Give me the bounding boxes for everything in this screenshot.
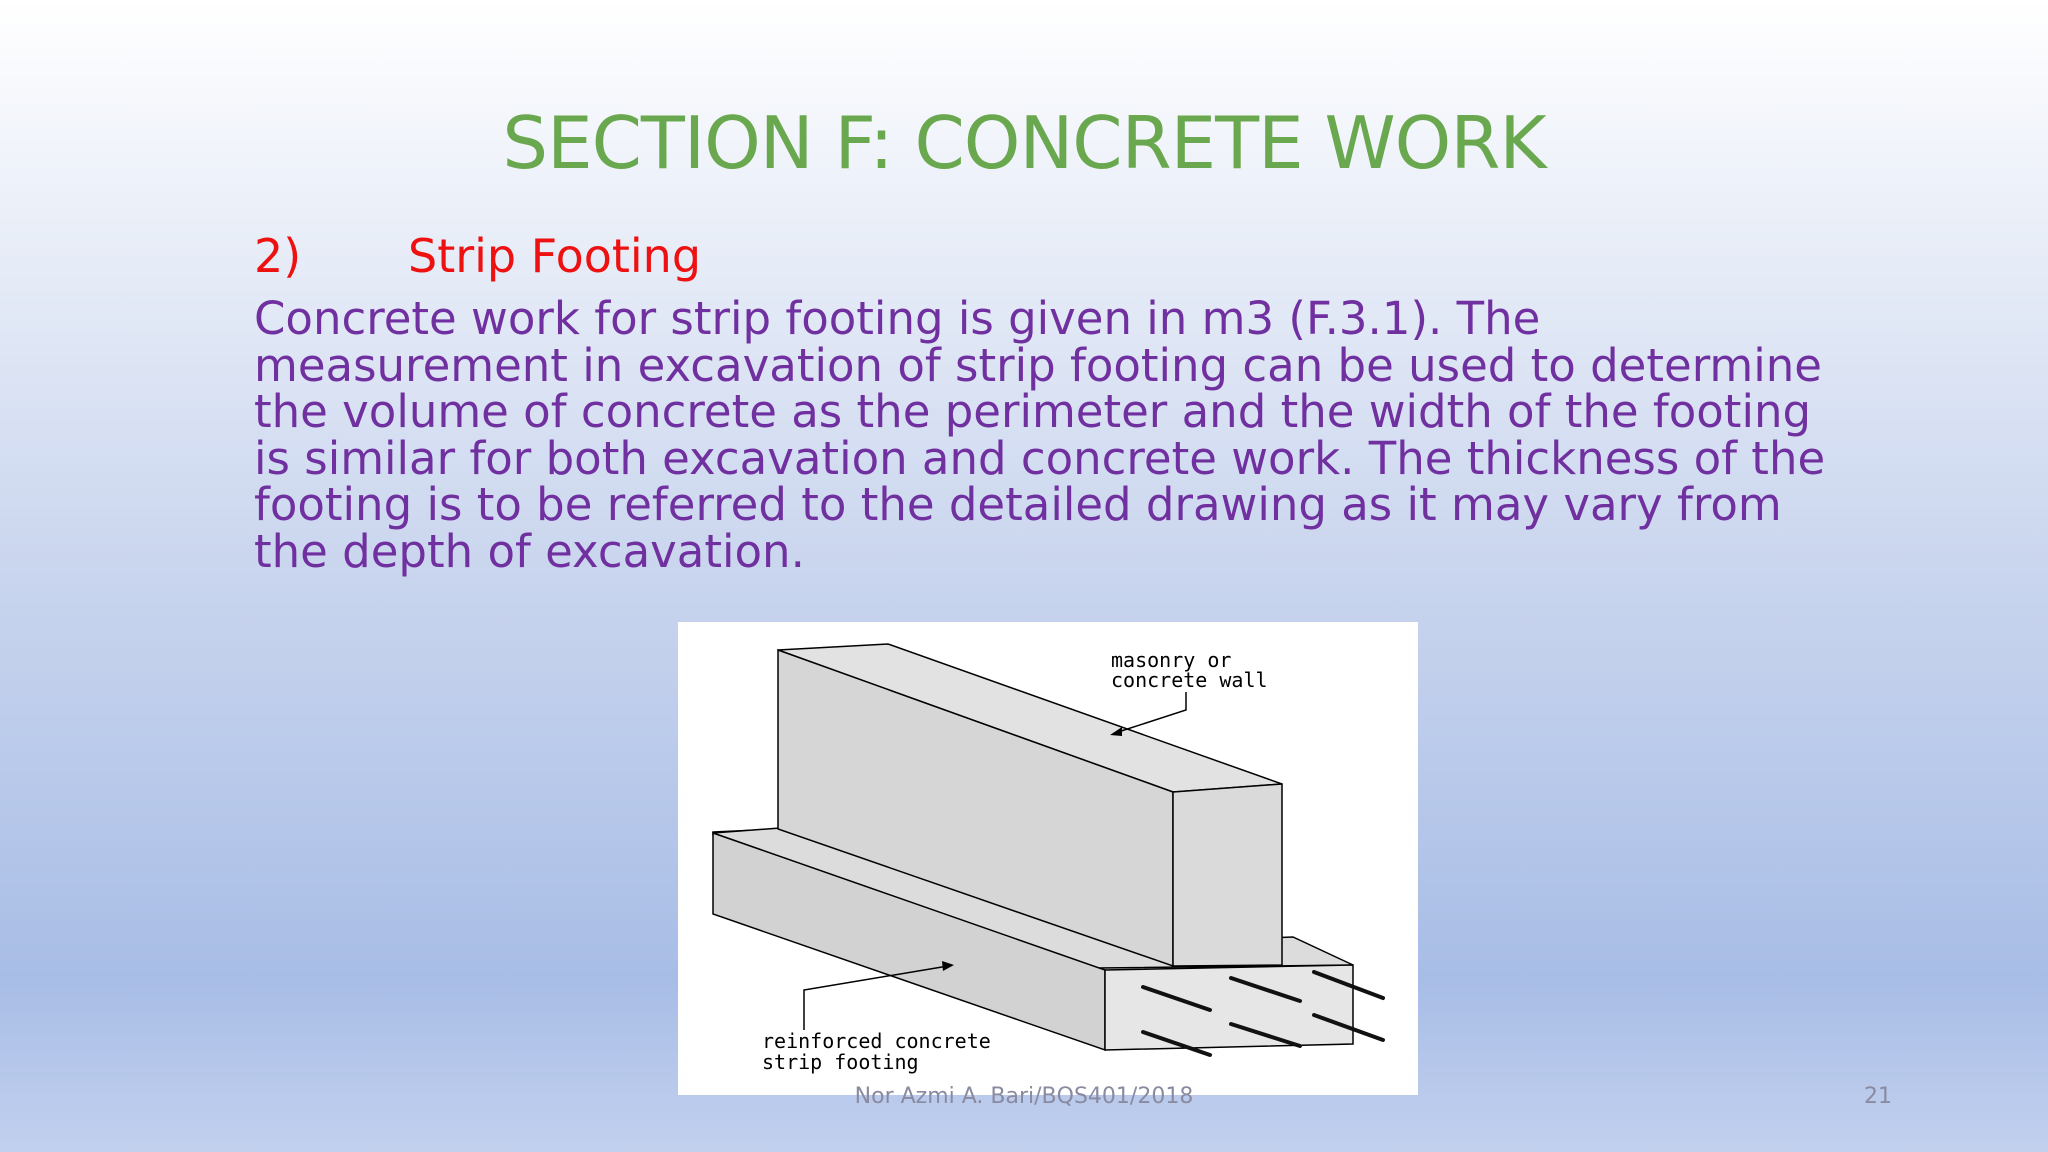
footing-label-line1: reinforced concrete [762,1029,991,1053]
wall-label-line2: concrete wall [1111,668,1268,692]
body-line: is similar for both excavation and concrete work. The thickness of the [254,431,1826,485]
strip-footing-diagram [678,622,1418,1095]
heading-text: Strip Footing [408,229,702,283]
wall-leader-line [1115,692,1186,733]
page-number: 21 [1864,1084,1892,1109]
body-line: the volume of concrete as the perimeter and the width of the footing [254,385,1812,438]
strip-footing-svg [678,622,1418,1095]
slide-footer: Nor Azmi A. Bari/BQS401/2018 [854,1084,1194,1109]
footing-end-face [1105,965,1353,1050]
section-heading [254,226,701,286]
body-paragraph [254,292,1834,578]
body-line: the depth of excavation. [254,524,805,578]
wall-end-face [1173,784,1282,966]
body-line: Concrete work for strip footing is given in m3 (F.3.1). The [254,292,1541,345]
footing-label-line2: strip footing [762,1050,919,1074]
heading-number: 2) [254,229,302,283]
slide-title: SECTION F: CONCRETE WORK [502,101,1546,185]
body-line: measurement in excavation of strip footing can be used to determine [254,338,1822,392]
body-line: footing is to be referred to the detailed drawing as it may vary from [254,478,1782,531]
wall-label-line1: masonry or [1111,648,1232,672]
